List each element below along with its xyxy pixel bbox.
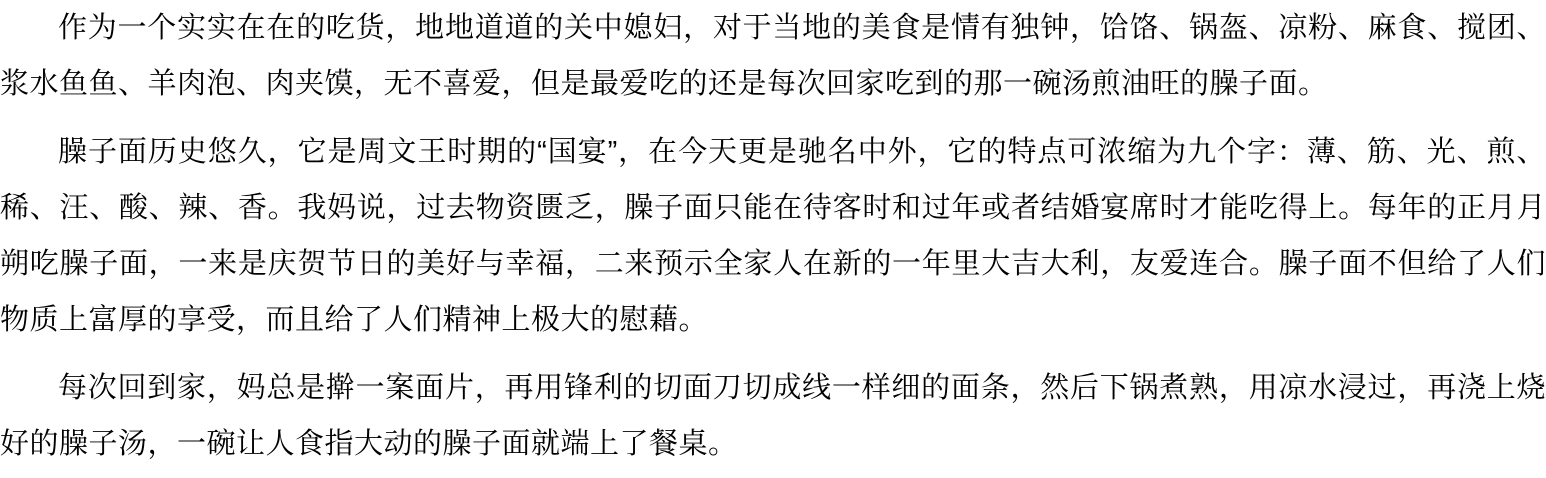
paragraph-2: 臊子面历史悠久，它是周文王时期的“国宴”，在今天更是驰名中外，它的特点可浓缩为九个字：薄、筋、光、煎、稀、汪、酸、辣、香。我妈说，过去物资匮乏，臊子面只能在待客时和过年或者结婚宴席时才能吃得上。每年的正月月朔吃臊子面，一来是庆贺节日的美好与幸福，二来预示全家人在新的一年里大吉大利，友爱连合。臊子面不但给了人们物质上富厚的享受，而且给了人们精神上极大的慰藉。 — [0, 136, 1546, 336]
paragraph-3: 每次回到家，妈总是擀一案面片，再用锋利的切面刀切成线一样细的面条，然后下锅煮熟，用凉水浸过，再浇上烧好的臊子汤，一碗让人食指大动的臊子面就端上了餐桌。 — [0, 372, 1546, 460]
paragraph-1: 作为一个实实在在的吃货，地地道道的关中媳妇，对于当地的美食是情有独钟，饸饹、锅盔、凉粉、麻食、搅团、浆水鱼鱼、羊肉泡、肉夹馍，无不喜爱，但是最爱吃的还是每次回家吃到的那一碗汤煎油旺的臊子面。 — [0, 12, 1546, 100]
